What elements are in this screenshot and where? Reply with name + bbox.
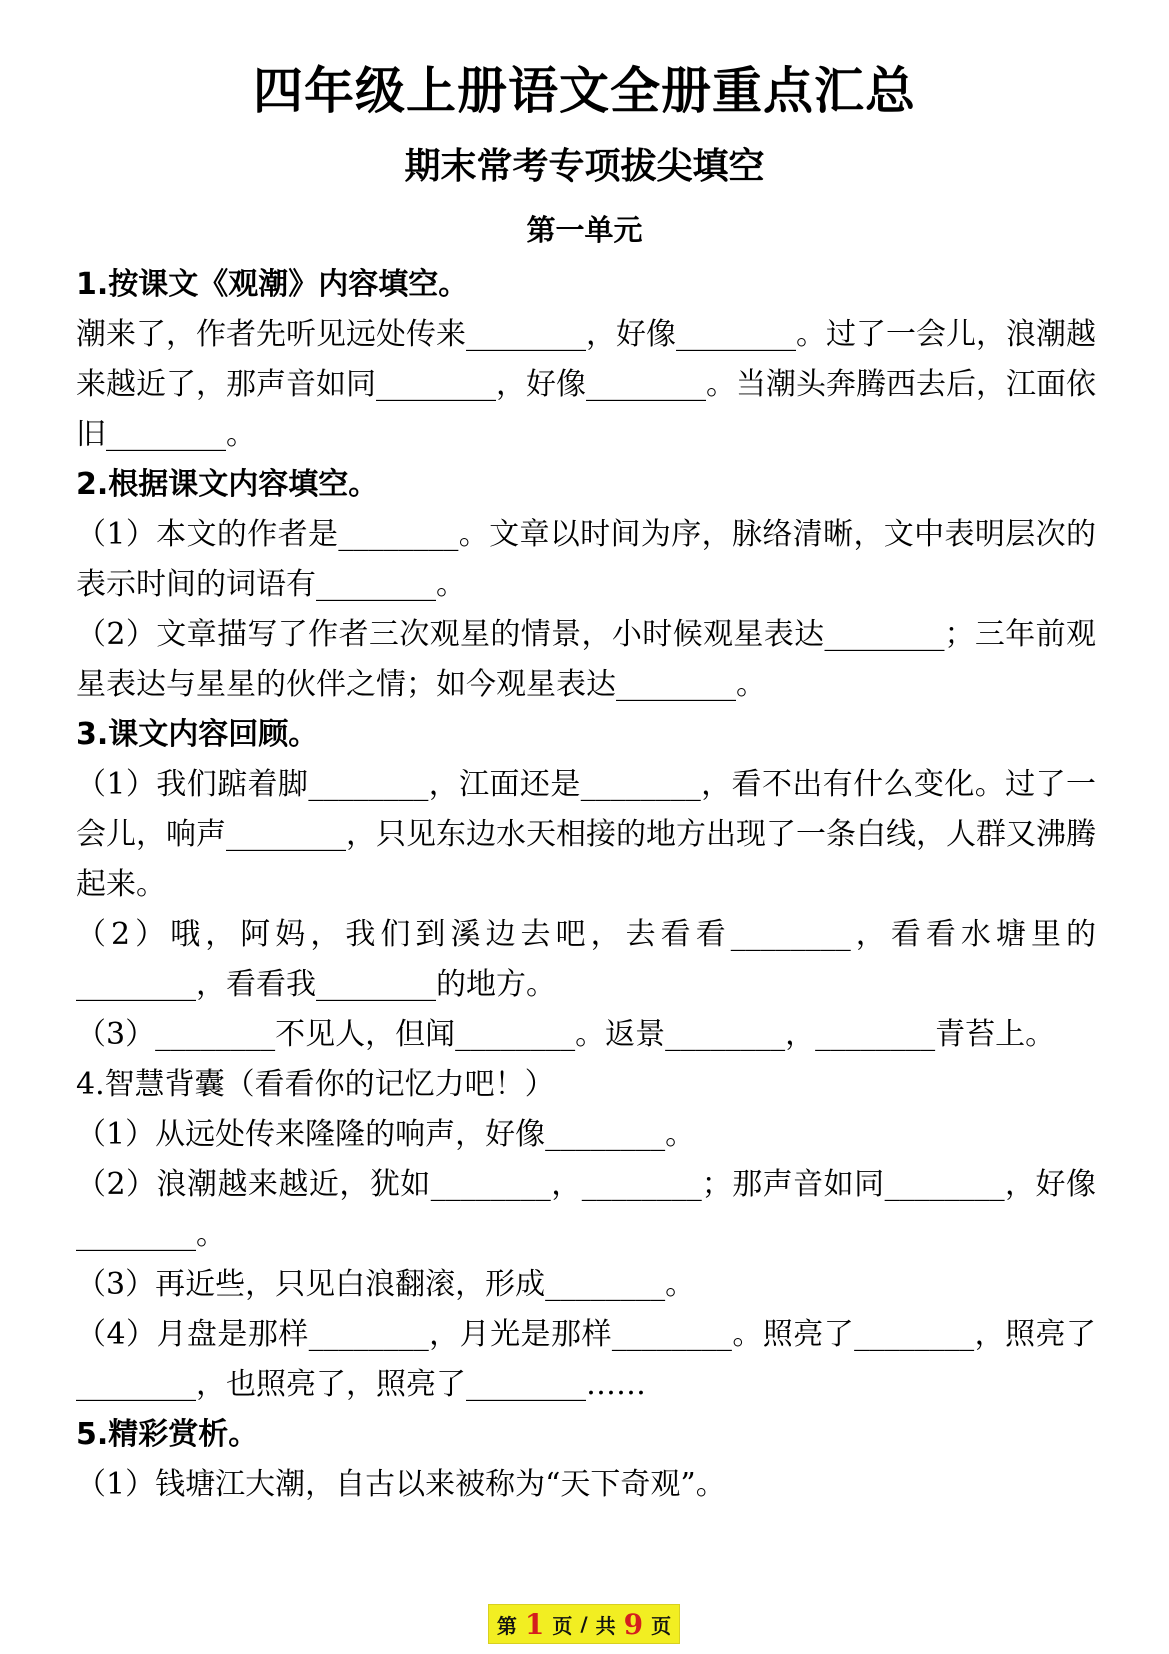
page-number-footer: [488, 1604, 680, 1644]
current-page-number: 1: [524, 1607, 545, 1641]
question-5-item-1: （1）钱塘江大潮，自古以来被称为“天下奇观”。: [76, 1467, 726, 1502]
question-heading-5: 5.精彩赏析。: [76, 1417, 259, 1452]
question-3-item-2: （2）哦，阿妈，我们到溪边去吧，去看看________，看看水塘里的________，看看我________的地方。: [76, 917, 1096, 1002]
question-3-item-1: （1）我们踮着脚________，江面还是________，看不出有什么变化。过了一会儿，响声________，只见东边水天相接的地方出现了一条白线，人群又沸腾起来。: [76, 767, 1096, 902]
question-4-item-4: （4）月盘是那样________，月光是那样________。照亮了________，照亮了________，也照亮了，照亮了________……: [76, 1317, 1096, 1402]
question-2-item-1: （1）本文的作者是________。文章以时间为序，脉络清晰，文中表明层次的表示时间的词语有________。: [76, 517, 1096, 602]
question-3-item-3: （3）________不见人，但闻________。返景________，________青苔上。: [76, 1017, 1056, 1052]
question-heading-2: 2.根据课文内容填空。: [76, 467, 379, 502]
question-2-item-2: （2）文章描写了作者三次观星的情景，小时候观星表达________；三年前观星表达与星星的伙伴之情；如今观星表达________。: [76, 617, 1096, 702]
unit-heading: 第一单元: [526, 213, 643, 247]
footer-page-word: 页: [552, 1613, 573, 1638]
footer-total-word: 页: [651, 1613, 672, 1638]
footer-separator: /: [580, 1612, 588, 1636]
question-4-item-3: （3）再近些，只见白浪翻滚，形成________。: [76, 1267, 696, 1302]
question-heading-3: 3.课文内容回顾。: [76, 717, 319, 752]
question-heading-4: 4.智慧背囊（看看你的记忆力吧！）: [76, 1067, 555, 1102]
total-page-number: 9: [623, 1607, 644, 1641]
question-1-text: 潮来了，作者先听见远处传来________，好像________。过了一会儿，浪潮越来越近了，那声音如同________，好像________。当潮头奔腾西去后，江面依旧________。: [76, 317, 1096, 452]
document-content: [76, 260, 1096, 1510]
question-heading-1: 1.按课文《观潮》内容填空。: [76, 267, 469, 302]
footer-prefix: 第: [496, 1613, 517, 1638]
page-title: 四年级上册语文全册重点汇总: [253, 62, 916, 120]
question-4-item-2: （2）浪潮越来越近，犹如________，________；那声音如同________，好像________。: [76, 1167, 1096, 1252]
page-subtitle: 期末常考专项拔尖填空: [404, 146, 765, 187]
footer-total-prefix: 共: [595, 1613, 616, 1638]
question-4-item-1: （1）从远处传来隆隆的响声，好像________。: [76, 1117, 696, 1152]
